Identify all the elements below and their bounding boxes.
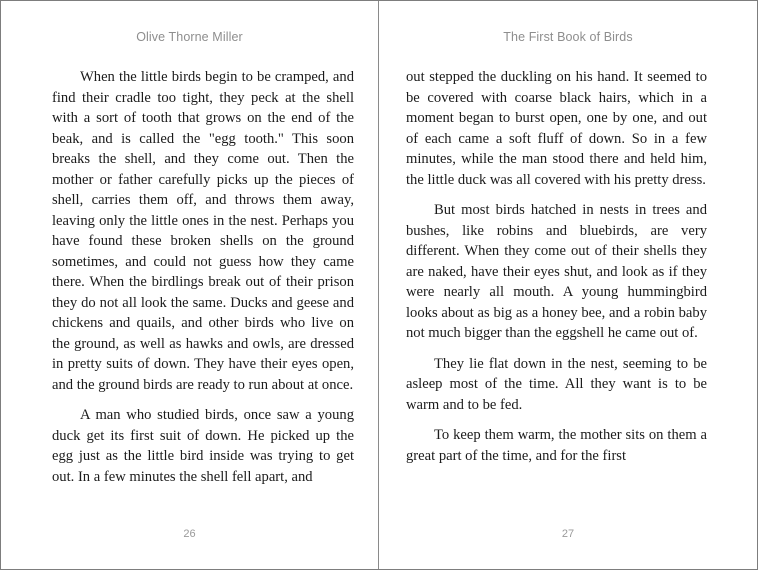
left-paragraph-2: A man who studied birds, once saw a young duck get its first suit of down. He picked up the egg just as the little bird inside was trying to get out. In a few minutes the shell fell apart, and: [52, 407, 354, 485]
right-page[interactable]: [379, 1, 757, 569]
left-page-number: 26: [183, 528, 196, 540]
right-paragraph-3: They lie flat down in the nest, seeming to be asleep most of the time. All they want is to be warm and to be fed.: [406, 355, 707, 413]
right-page-number: 27: [561, 528, 575, 540]
right-paragraph-4: To keep them warm, the mother sits on them a great part of the time, and for the first: [406, 427, 707, 464]
right-paragraph-1: out stepped the duckling on his hand. It seemed to be covered with coarse black hairs, which in a moment began to burst open, one by one, and out of each came a soft fluff of down. So in a few minutes, while the man stood there and held him, the little duck was all covered with his pretty dress.: [406, 69, 707, 188]
right-page-text: [406, 67, 707, 476]
right-page-header: The First Book of Birds: [503, 30, 633, 44]
left-page-text: [52, 67, 354, 497]
left-page[interactable]: [1, 1, 378, 569]
right-paragraph-2: But most birds hatched in nests in trees and bushes, like robins and bluebirds, are very different. When they come out of their shells they are naked, have their eyes shut, and look as if they were nearly all mouth. A young hummingbird looks about as big as a honey bee, and a robin baby not much bigger than the eggshell he came out of.: [406, 202, 707, 341]
left-page-header: Olive Thorne Miller: [136, 30, 243, 44]
left-paragraph-1: When the little birds begin to be cramped, and find their cradle too tight, they peck at the shell with a sort of tooth that grows on the end of the beak, and is called the "egg tooth." This soon breaks the shell, and they come out. Then the mother or father carefully picks up the pieces of shell, carries them off, and throws them away, leaving only the little ones in the nest. Perhaps you have found these broken shells on the ground sometimes, and could not guess how they came there. When the birdlings break out of their prison they do not all look the same. Ducks and geese and chickens and quails, and other birds who live on the ground, as well as hawks and owls, are dressed in pretty suits of down. They have their eyes open, and the ground birds are ready to run about at once.: [52, 69, 354, 393]
